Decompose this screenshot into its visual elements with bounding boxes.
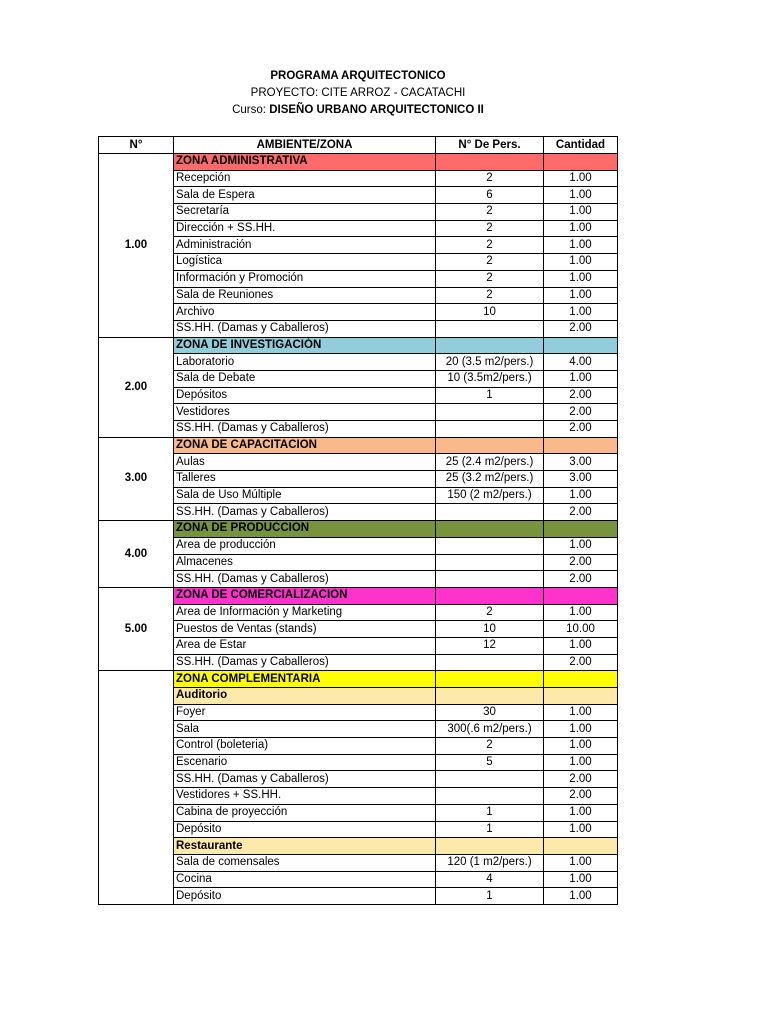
cantidad-value: 2.00 xyxy=(544,404,618,421)
table-row xyxy=(99,754,618,771)
cantidad-value: 1.00 xyxy=(544,804,618,821)
ambiente-name: SS.HH. (Damas y Caballeros) xyxy=(174,654,436,671)
zone-fill-cell xyxy=(436,437,544,454)
table-row xyxy=(99,254,618,271)
personas-value: 120 (1 m2/pers.) xyxy=(436,854,544,871)
zone-row xyxy=(99,671,618,688)
cantidad-value: 1.00 xyxy=(544,487,618,504)
personas-value xyxy=(436,571,544,588)
table-row xyxy=(99,504,618,521)
ambiente-name: Talleres xyxy=(174,471,436,488)
table-row xyxy=(99,721,618,738)
zone-number: 1.00 xyxy=(99,154,174,338)
ambiente-name: Laboratorio xyxy=(174,354,436,371)
cantidad-value: 2.00 xyxy=(544,771,618,788)
personas-value: 20 (3.5 m2/pers.) xyxy=(436,354,544,371)
ambiente-name: Aulas xyxy=(174,454,436,471)
cantidad-value: 3.00 xyxy=(544,471,618,488)
personas-value: 25 (2.4 m2/pers.) xyxy=(436,454,544,471)
personas-value xyxy=(436,788,544,805)
zone-fill-cell xyxy=(436,154,544,171)
ambiente-name: Dirección + SS.HH. xyxy=(174,220,436,237)
ambiente-name: Cocina xyxy=(174,871,436,888)
cantidad-value: 1.00 xyxy=(544,304,618,321)
zone-number: 4.00 xyxy=(99,521,174,588)
personas-value xyxy=(436,838,544,855)
ambiente-name: Logística xyxy=(174,254,436,271)
ambiente-name: Sala xyxy=(174,721,436,738)
personas-value: 10 xyxy=(436,304,544,321)
personas-value: 10 (3.5m2/pers.) xyxy=(436,370,544,387)
personas-value: 2 xyxy=(436,254,544,271)
cantidad-value: 2.00 xyxy=(544,320,618,337)
table-row xyxy=(99,421,618,438)
zone-number: 2.00 xyxy=(99,337,174,437)
zone-fill-cell xyxy=(544,154,618,171)
cantidad-value: 1.00 xyxy=(544,854,618,871)
cantidad-value: 2.00 xyxy=(544,554,618,571)
cantidad-value: 2.00 xyxy=(544,788,618,805)
ambiente-name: Depósitos xyxy=(174,387,436,404)
ambiente-name: Sala de Debate xyxy=(174,370,436,387)
table-row xyxy=(99,270,618,287)
personas-value: 2 xyxy=(436,170,544,187)
personas-value: 2 xyxy=(436,204,544,221)
personas-value xyxy=(436,504,544,521)
subzone-row xyxy=(99,688,618,705)
ambiente-name: SS.HH. (Damas y Caballeros) xyxy=(174,771,436,788)
ambiente-name: Sala de Espera xyxy=(174,187,436,204)
personas-value: 2 xyxy=(436,237,544,254)
ambiente-name: Secretaría xyxy=(174,204,436,221)
table-row xyxy=(99,354,618,371)
ambiente-name: Area de Estar xyxy=(174,637,436,654)
table-row xyxy=(99,654,618,671)
table-row xyxy=(99,404,618,421)
personas-value: 1 xyxy=(436,387,544,404)
document-title: PROGRAMA ARQUITECTONICO xyxy=(270,70,446,82)
program-table xyxy=(98,136,618,905)
ambiente-name: Administración xyxy=(174,237,436,254)
zone-fill-cell xyxy=(436,521,544,538)
zone-name: ZONA ADMINISTRATIVA xyxy=(174,154,436,171)
table-row xyxy=(99,320,618,337)
cantidad-value: 1.00 xyxy=(544,721,618,738)
table-row xyxy=(99,537,618,554)
ambiente-name: Control (boleteria) xyxy=(174,738,436,755)
ambiente-name: Información y Promoción xyxy=(174,270,436,287)
personas-value xyxy=(436,421,544,438)
ambiente-name: Depósito xyxy=(174,888,436,905)
personas-value: 30 xyxy=(436,704,544,721)
zone-number: 5.00 xyxy=(99,587,174,670)
table-row xyxy=(99,237,618,254)
personas-value: 150 (2 m2/pers.) xyxy=(436,487,544,504)
cantidad-value: 1.00 xyxy=(544,754,618,771)
personas-value: 2 xyxy=(436,738,544,755)
zone-fill-cell xyxy=(544,587,618,604)
table-row xyxy=(99,471,618,488)
table-row xyxy=(99,804,618,821)
cantidad-value: 10.00 xyxy=(544,621,618,638)
personas-value: 2 xyxy=(436,270,544,287)
subzone-name: Auditorio xyxy=(174,688,436,705)
ambiente-name: Archivo xyxy=(174,304,436,321)
ambiente-name: Escenario xyxy=(174,754,436,771)
personas-value xyxy=(436,554,544,571)
cantidad-value: 1.00 xyxy=(544,287,618,304)
ambiente-name: SS.HH. (Damas y Caballeros) xyxy=(174,504,436,521)
zone-name: ZONA DE PRODUCCION xyxy=(174,521,436,538)
cantidad-value: 1.00 xyxy=(544,237,618,254)
zone-fill-cell xyxy=(544,671,618,688)
table-row xyxy=(99,771,618,788)
zone-fill-cell xyxy=(436,671,544,688)
personas-value: 25 (3.2 m2/pers.) xyxy=(436,471,544,488)
personas-value: 2 xyxy=(436,220,544,237)
ambiente-name: Cabina de proyección xyxy=(174,804,436,821)
personas-value: 5 xyxy=(436,754,544,771)
ambiente-name: Vestidores xyxy=(174,404,436,421)
cantidad-value: 2.00 xyxy=(544,654,618,671)
zone-number xyxy=(99,671,174,905)
ambiente-name: Depósito xyxy=(174,821,436,838)
cantidad-value: 1.00 xyxy=(544,604,618,621)
personas-value: 6 xyxy=(436,187,544,204)
table-row xyxy=(99,304,618,321)
subzone-row xyxy=(99,838,618,855)
cantidad-value: 1.00 xyxy=(544,637,618,654)
cantidad-value: 4.00 xyxy=(544,354,618,371)
personas-value: 2 xyxy=(436,604,544,621)
ambiente-name: Sala de Reuniones xyxy=(174,287,436,304)
zone-row xyxy=(99,154,618,171)
personas-value: 1 xyxy=(436,804,544,821)
table-row xyxy=(99,287,618,304)
table-row xyxy=(99,454,618,471)
table-row xyxy=(99,854,618,871)
zone-name: ZONA DE COMERCIALIZACION xyxy=(174,587,436,604)
table-row xyxy=(99,387,618,404)
ambiente-name: Recepción xyxy=(174,170,436,187)
cantidad-value: 2.00 xyxy=(544,571,618,588)
cantidad-value: 1.00 xyxy=(544,204,618,221)
cantidad-value: 1.00 xyxy=(544,254,618,271)
table-row xyxy=(99,738,618,755)
ambiente-name: Foyer xyxy=(174,704,436,721)
table-row xyxy=(99,554,618,571)
ambiente-name: Sala de comensales xyxy=(174,854,436,871)
zone-number: 3.00 xyxy=(99,437,174,520)
cantidad-value: 1.00 xyxy=(544,537,618,554)
ambiente-name: SS.HH. (Damas y Caballeros) xyxy=(174,421,436,438)
table-row xyxy=(99,821,618,838)
cantidad-value: 3.00 xyxy=(544,454,618,471)
cantidad-value: 2.00 xyxy=(544,421,618,438)
ambiente-name: Area de Información y Marketing xyxy=(174,604,436,621)
subzone-name: Restaurante xyxy=(174,838,436,855)
cantidad-value: 1.00 xyxy=(544,821,618,838)
table-row xyxy=(99,704,618,721)
table-row xyxy=(99,637,618,654)
cantidad-value: 1.00 xyxy=(544,220,618,237)
personas-value: 2 xyxy=(436,287,544,304)
zone-fill-cell xyxy=(544,337,618,354)
personas-value: 10 xyxy=(436,621,544,638)
table-row xyxy=(99,604,618,621)
personas-value: 300(.6 m2/pers.) xyxy=(436,721,544,738)
cantidad-value: 1.00 xyxy=(544,170,618,187)
header-personas: N° De Pers. xyxy=(436,137,544,154)
ambiente-name: SS.HH. (Damas y Caballeros) xyxy=(174,320,436,337)
zone-fill-cell xyxy=(436,337,544,354)
header-ambiente: AMBIENTE/ZONA xyxy=(174,137,436,154)
zone-fill-cell xyxy=(544,437,618,454)
cantidad-value: 1.00 xyxy=(544,704,618,721)
ambiente-name: Area de producción xyxy=(174,537,436,554)
personas-value: 12 xyxy=(436,637,544,654)
personas-value xyxy=(436,320,544,337)
course-line xyxy=(98,102,618,119)
ambiente-name: Vestidores + SS.HH. xyxy=(174,788,436,805)
zone-row xyxy=(99,521,618,538)
cantidad-value: 2.00 xyxy=(544,504,618,521)
ambiente-name: Sala de Uso Múltiple xyxy=(174,487,436,504)
table-row xyxy=(99,204,618,221)
table-row xyxy=(99,220,618,237)
table-row xyxy=(99,871,618,888)
personas-value: 1 xyxy=(436,888,544,905)
personas-value xyxy=(436,654,544,671)
personas-value: 4 xyxy=(436,871,544,888)
cantidad-value: 1.00 xyxy=(544,871,618,888)
header-cantidad: Cantidad xyxy=(544,137,618,154)
table-row xyxy=(99,788,618,805)
personas-value xyxy=(436,771,544,788)
zone-name: ZONA COMPLEMENTARIA xyxy=(174,671,436,688)
personas-value xyxy=(436,688,544,705)
cantidad-value: 2.00 xyxy=(544,387,618,404)
personas-value: 1 xyxy=(436,821,544,838)
course-name: DISEÑO URBANO ARQUITECTONICO II xyxy=(269,104,484,116)
personas-value xyxy=(436,404,544,421)
table-row xyxy=(99,888,618,905)
cantidad-value: 1.00 xyxy=(544,270,618,287)
cantidad-value xyxy=(544,688,618,705)
table-row xyxy=(99,571,618,588)
zone-row xyxy=(99,337,618,354)
cantidad-value: 1.00 xyxy=(544,738,618,755)
cantidad-value xyxy=(544,838,618,855)
header-number: N° xyxy=(99,137,174,154)
table-row xyxy=(99,487,618,504)
document-header xyxy=(98,68,618,119)
zone-fill-cell xyxy=(544,521,618,538)
table-row xyxy=(99,170,618,187)
table-row xyxy=(99,187,618,204)
zone-fill-cell xyxy=(436,587,544,604)
cantidad-value: 1.00 xyxy=(544,370,618,387)
personas-value xyxy=(436,537,544,554)
project-name: PROYECTO: CITE ARROZ - CACATACHI xyxy=(250,87,466,99)
ambiente-name: SS.HH. (Damas y Caballeros) xyxy=(174,571,436,588)
ambiente-name: Puestos de Ventas (stands) xyxy=(174,621,436,638)
zone-name: ZONA DE INVESTIGACIÓN xyxy=(174,337,436,354)
table-body xyxy=(99,154,618,905)
zone-row xyxy=(99,437,618,454)
table-header-row xyxy=(99,137,618,154)
table-row xyxy=(99,370,618,387)
table-row xyxy=(99,621,618,638)
cantidad-value: 1.00 xyxy=(544,187,618,204)
zone-row xyxy=(99,587,618,604)
course-label: Curso: xyxy=(232,104,270,116)
cantidad-value: 1.00 xyxy=(544,888,618,905)
ambiente-name: Almacenes xyxy=(174,554,436,571)
zone-name: ZONA DE CAPACITACION xyxy=(174,437,436,454)
